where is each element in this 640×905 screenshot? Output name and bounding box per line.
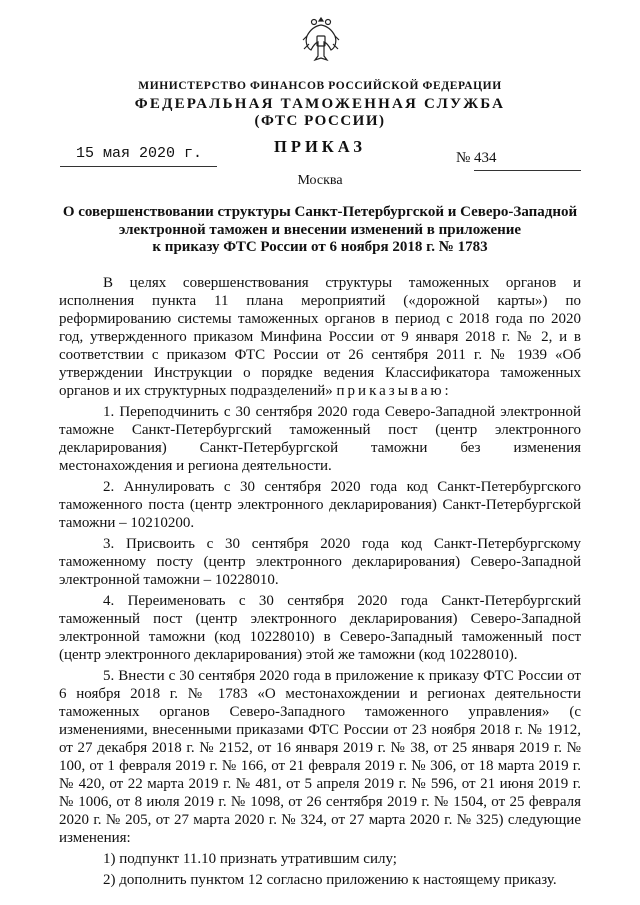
preamble-paragraph	[59, 274, 581, 400]
service-abbreviation: (ФТС РОССИИ)	[254, 113, 386, 129]
order-date: 15 мая 2020 г.	[76, 145, 203, 162]
order-subitem: 1) подпункт 11.10 признать утратившим силу;	[103, 851, 397, 867]
service-name: ФЕДЕРАЛЬНАЯ ТАМОЖЕННАЯ СЛУЖБА	[134, 96, 506, 112]
order-item: 2. Аннулировать с 30 сентября 2020 года код Санкт-Петербургского таможенного поста (центр электронного декларирования) Санкт-Петербургской таможни – 10210200.	[59, 479, 581, 531]
order-item: 5. Внести с 30 сентября 2020 года в приложение к приказу ФТС России от 6 ноября 2018 г. № 1783 «О местонахождении и регионах деятельности таможенных органов Северо-Западного таможенного управления» (с изменениями, внесенными приказами ФТС России от 23 ноября 2018 г. № 1912, от 27 декабря 2018 г. № 2152, от 16 января 2019 г. № 38, от 25 января 2019 г. № 100, от 1 февраля 2019 г. № 166, от 21 февраля 2019 г. № 306, от 18 марта 2019 г. № 420, от 22 марта 2019 г. № 481, от 5 апреля 2019 г. № 596, от 21 июня 2019 г. № 1006, от 8 июля 2019 г. № 1098, от 26 сентября 2019 г. № 1504, от 25 февраля 2020 г. № 205, от 27 марта 2020 г. № 324, от 27 марта 2020 г. № 325) следующие изменения:	[59, 668, 581, 846]
order-number: № 434	[456, 150, 497, 166]
order-subject	[60, 204, 580, 257]
subject-line: О совершенствовании структуры Санкт-Петербургской и Северо-Западной	[62, 204, 578, 220]
city-name: Москва	[297, 173, 343, 188]
date-underline	[60, 166, 217, 167]
order-item: 3. Присвоить с 30 сентября 2020 года код Санкт-Петербургскому таможенному посту (центр электронного декларирования) Северо-Западной электронной таможни – 10228010.	[59, 536, 581, 588]
subject-line: к приказу ФТС России от 6 ноября 2018 г. № 1783	[152, 239, 488, 255]
order-item: 1. Переподчинить с 30 сентября 2020 года Северо-Западной электронной таможне Санкт-Петербургский таможенный пост (центр электронного декларирования) Санкт-Петербургской таможни без изменения местонахождения и региона деятельности.	[59, 404, 581, 474]
order-item: 4. Переименовать с 30 сентября 2020 года Санкт-Петербургский таможенный пост (центр электронного декларирования) Северо-Западной электронной таможни (код 10228010) в Северо-Западный таможенный пост (центр электронного декларирования) этой же таможни (код 10228010).	[59, 593, 581, 663]
order-subitem: 2) дополнить пунктом 12 согласно приложению к настоящему приказу.	[103, 872, 557, 888]
subject-line: электронной таможен и внесении изменений в приложение	[118, 221, 522, 238]
ministry-name: МИНИСТЕРСТВО ФИНАНСОВ РОССИЙСКОЙ ФЕДЕРАЦИИ	[138, 80, 502, 92]
coat-of-arms-emblem-icon	[301, 16, 341, 66]
order-body	[59, 274, 581, 892]
document-type-title: ПРИКАЗ	[274, 137, 366, 156]
preamble-text: В целях совершенствования структуры таможенных органов и исполнения пункта 11 плана мероприятий («дорожной карты») по реформированию системы таможенных органов в период с 2018 года по 2020 год, утвержденного приказом Минфина России от 9 января 2018 г. № 2, и в соответствии с приказом ФТС России от 26 сентября 2011 г. № 1939 «Об утверждении Инструкции о порядке ведения Классификатора таможенных органов и их структурных подразделений»	[59, 275, 581, 399]
number-underline	[474, 170, 581, 171]
order-word: приказываю:	[336, 383, 452, 399]
